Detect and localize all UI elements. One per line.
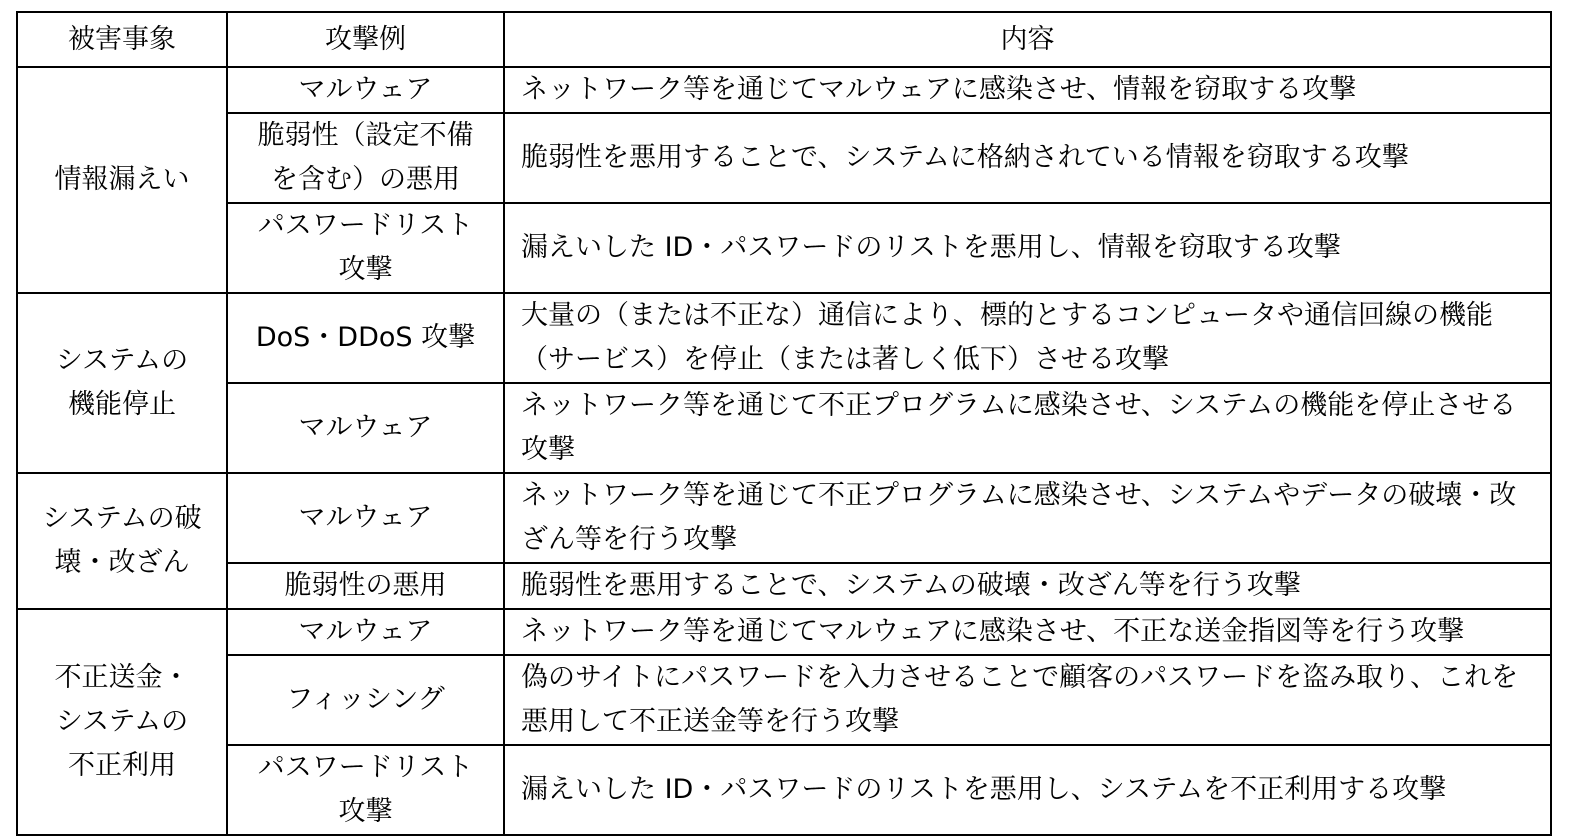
table-row [17, 293, 1551, 383]
header-attack-example: 攻撃例 [227, 12, 504, 67]
description-cell: 漏えいした ID・パスワードのリストを悪用し、情報を窃取する攻撃 [504, 203, 1551, 293]
example-label: 脆弱性（設定不備を含む）の悪用 [257, 120, 474, 195]
header-content: 内容 [504, 12, 1551, 67]
example-cell [227, 113, 504, 203]
example-cell [227, 203, 504, 293]
category-cell [17, 473, 227, 609]
description-cell: 偽のサイトにパスワードを入力させることで顧客のパスワードを盗み取り、これを悪用して不正送金等を行う攻撃 [504, 655, 1551, 745]
table-row [17, 609, 1551, 655]
table-row [17, 203, 1551, 293]
attack-table [16, 11, 1552, 836]
description-cell: ネットワーク等を通じて不正プログラムに感染させ、システムの機能を停止させる攻撃 [504, 383, 1551, 473]
table-row [17, 113, 1551, 203]
header-damage-event: 被害事象 [17, 12, 227, 67]
example-cell: マルウェア [227, 67, 504, 113]
category-cell [17, 609, 227, 835]
example-label: パスワードリスト攻撃 [257, 210, 474, 285]
example-cell: マルウェア [227, 383, 504, 473]
category-label: システムの破壊・改ざん [42, 503, 202, 578]
description-cell: ネットワーク等を通じてマルウェアに感染させ、情報を窃取する攻撃 [504, 67, 1551, 113]
category-label: 情報漏えい [54, 164, 190, 195]
description-cell: 脆弱性を悪用することで、システムに格納されている情報を窃取する攻撃 [504, 113, 1551, 203]
description-cell: 漏えいした ID・パスワードのリストを悪用し、システムを不正利用する攻撃 [504, 745, 1551, 835]
table-row [17, 745, 1551, 835]
table-row [17, 563, 1551, 609]
description-cell: 大量の（または不正な）通信により、標的とするコンピュータや通信回線の機能（サービス）を停止（または著しく低下）させる攻撃 [504, 293, 1551, 383]
header-row [17, 12, 1551, 67]
example-cell: DoS・DDoS 攻撃 [227, 293, 504, 383]
example-cell: マルウェア [227, 609, 504, 655]
example-cell: 脆弱性の悪用 [227, 563, 504, 609]
description-cell: ネットワーク等を通じてマルウェアに感染させ、不正な送金指図等を行う攻撃 [504, 609, 1551, 655]
example-cell: フィッシング [227, 655, 504, 745]
category-cell [17, 67, 227, 293]
example-cell [227, 745, 504, 835]
description-cell: 脆弱性を悪用することで、システムの破壊・改ざん等を行う攻撃 [504, 563, 1551, 609]
table-row [17, 655, 1551, 745]
category-label: システムの機能停止 [55, 345, 189, 420]
description-cell: ネットワーク等を通じて不正プログラムに感染させ、システムやデータの破壊・改ざん等を行う攻撃 [504, 473, 1551, 563]
category-cell [17, 293, 227, 473]
table-row [17, 67, 1551, 113]
table-row [17, 383, 1551, 473]
category-label: 不正送金・システムの不正利用 [54, 662, 190, 781]
table-row [17, 473, 1551, 563]
example-label: パスワードリスト攻撃 [257, 752, 474, 827]
example-cell: マルウェア [227, 473, 504, 563]
